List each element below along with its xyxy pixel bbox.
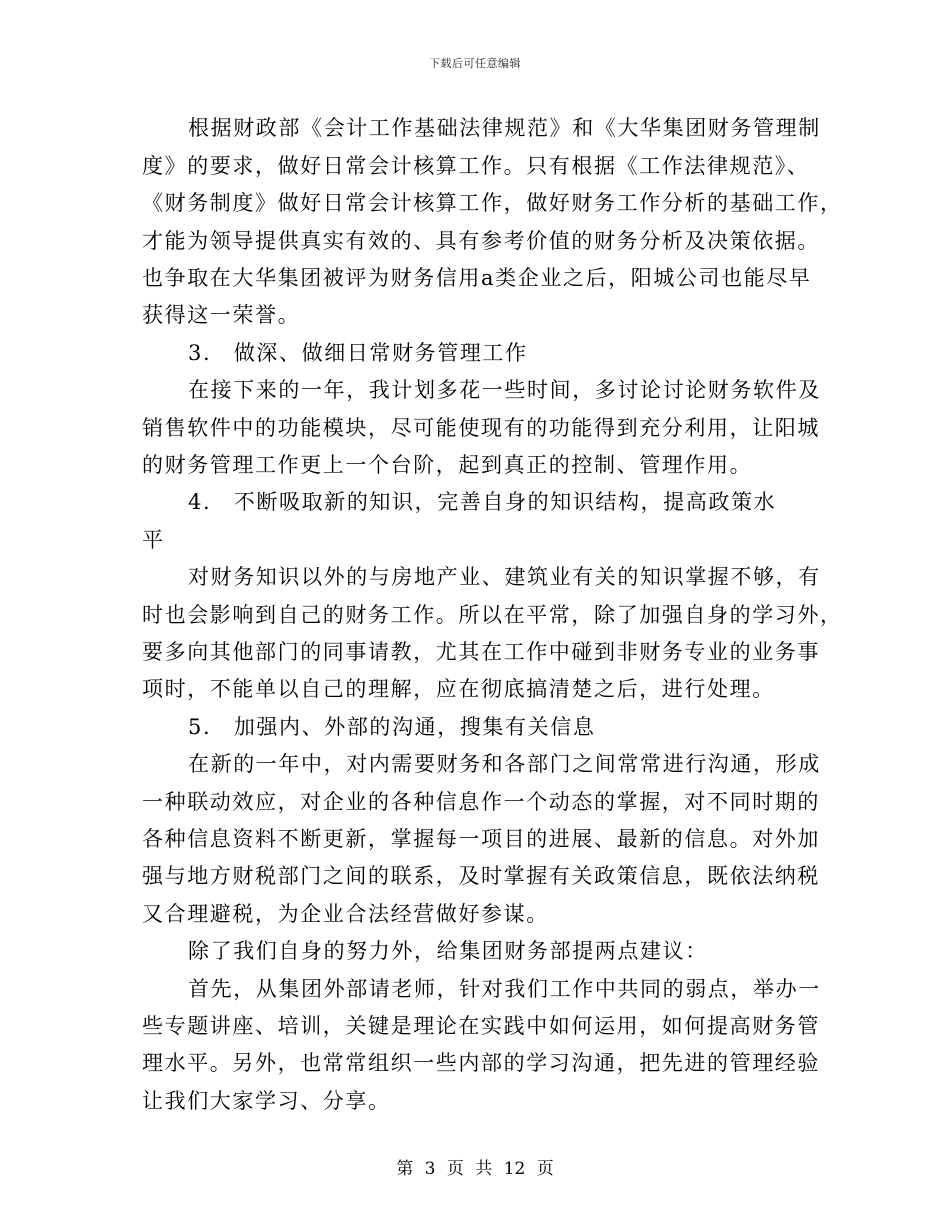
body-line: 也争取在大华集团被评为财务信用a类企业之后，阳城公司也能尽早	[142, 266, 812, 290]
body-line: 对财务知识以外的与房地产业、建筑业有关的知识掌握不够，有	[188, 565, 821, 589]
section-heading: 3. 做深、做细日常财务管理工作	[188, 341, 528, 365]
body-line: 一种联动效应，对企业的各种信息作一个动态的掌握，对不同时期的	[142, 790, 820, 814]
body-line: 首先，从集团外部请老师，针对我们工作中共同的弱点，举办一	[188, 977, 821, 1001]
body-line: 要多向其他部门的同事请教，尤其在工作中碰到非财务专业的业务事	[142, 640, 820, 664]
section-heading: 4. 不断吸取新的知识，完善自身的知识结构，提高政策水	[188, 490, 777, 514]
body-line: 让我们大家学习、分享。	[142, 1089, 391, 1113]
body-line: 些专题讲座、培训，关键是理论在实践中如何运用，如何提高财务管	[142, 1014, 820, 1038]
body-line: 理水平。另外，也常常组织一些内部的学习沟通，把先进的管理经验	[142, 1051, 820, 1075]
body-line: 的财务管理工作更上一个台阶，起到真正的控制、管理作用。	[142, 453, 753, 477]
section-heading-continued: 平	[142, 528, 165, 552]
body-line: 时也会影响到自己的财务工作。所以在平常，除了加强自身的学习外，	[142, 603, 843, 627]
body-line: 获得这一荣誉。	[142, 303, 301, 327]
body-line: 又合理避税，为企业合法经营做好参谋。	[142, 902, 549, 926]
body-line: 在接下来的一年，我计划多花一些时间，多讨论讨论财务软件及	[188, 378, 821, 402]
body-line: 《财务制度》做好日常会计核算工作，做好财务工作分析的基础工作，	[142, 191, 843, 215]
page-header: 下载后可任意编辑	[429, 57, 521, 70]
body-line: 在新的一年中，对内需要财务和各部门之间常常进行沟通，形成	[188, 752, 821, 776]
body-line: 强与地方财税部门之间的联系，及时掌握有关政策信息，既依法纳税	[142, 864, 820, 888]
section-heading: 5. 加强内、外部的沟通，搜集有关信息	[188, 715, 596, 739]
page-number: 第 3 页 共 12 页	[396, 1159, 554, 1179]
body-line: 度》的要求，做好日常会计核算工作。只有根据《工作法律规范》、	[142, 154, 810, 178]
body-line: 项时，不能单以自己的理解，应在彻底搞清楚之后，进行处理。	[142, 677, 775, 701]
body-line: 根据财政部《会计工作基础法律规范》和《大华集团财务管理制	[188, 116, 821, 140]
body-line: 除了我们自身的努力外，给集团财务部提两点建议：	[188, 939, 708, 963]
body-line: 各种信息资料不断更新，掌握每一项目的进展、最新的信息。对外加	[142, 827, 820, 851]
body-line: 才能为领导提供真实有效的、具有参考价值的财务分析及决策依据。	[142, 229, 820, 253]
body-line: 销售软件中的功能模块，尽可能使现有的功能得到充分利用，让阳城	[142, 416, 820, 440]
